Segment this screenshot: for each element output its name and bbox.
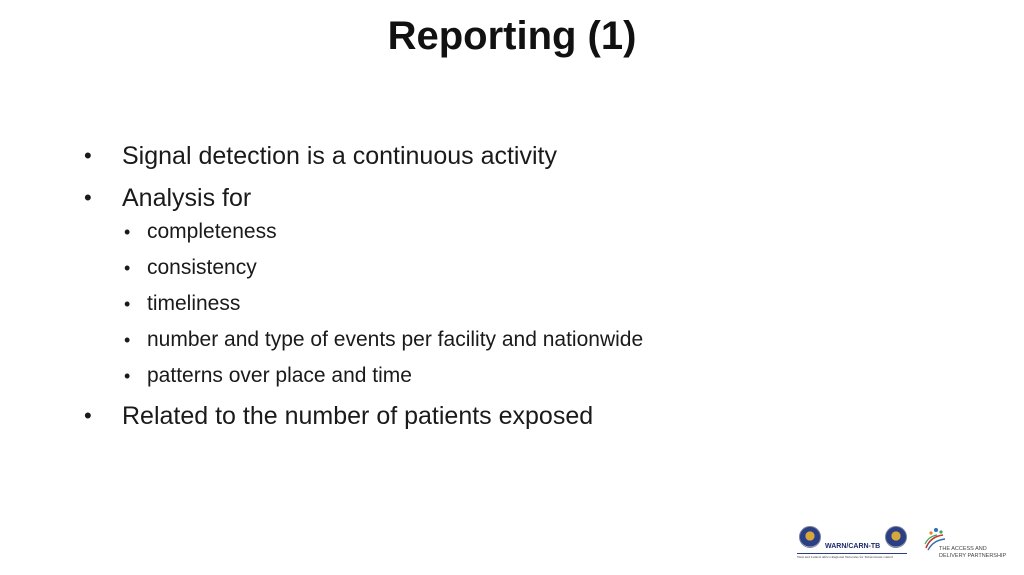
sub-bullet-text: timeliness — [147, 292, 241, 315]
bullet-item — [80, 400, 960, 432]
bullet-text: Related to the number of patients exposed — [122, 402, 594, 430]
warn-carn-logo-subtext: West and Central Africa Regional Networks for Tuberculosis control — [797, 555, 894, 559]
bullet-text: Signal detection is a continuous activity — [122, 142, 557, 170]
bullet-item — [80, 140, 960, 172]
adp-logo-line: THE ACCESS AND — [939, 546, 987, 552]
bullet-text: Analysis for — [122, 184, 252, 212]
logo-divider — [797, 553, 907, 554]
sub-bullet-list — [122, 218, 960, 390]
bullet-dot-icon: • — [124, 258, 131, 278]
sub-bullet-item — [122, 362, 960, 390]
warn-carn-logo-text: WARN/CARN-TB — [825, 543, 881, 550]
footer-logos — [795, 522, 1010, 566]
sub-bullet-text: completeness — [147, 220, 277, 243]
bullet-dot-icon: • — [84, 185, 92, 210]
seal-emblem-icon — [885, 526, 907, 548]
seal-emblem-icon — [799, 526, 821, 548]
bullet-dot-icon: • — [84, 143, 92, 168]
bullet-item — [80, 182, 960, 390]
sub-bullet-item — [122, 290, 960, 318]
sub-bullet-text: consistency — [147, 256, 257, 279]
sub-bullet-item — [122, 218, 960, 246]
bullet-dot-icon: • — [124, 366, 131, 386]
sub-bullet-item — [122, 326, 960, 354]
bullet-dot-icon: • — [124, 222, 131, 242]
slide-title: Reporting (1) — [387, 14, 637, 58]
bullet-dot-icon: • — [124, 330, 131, 350]
bullet-dot-icon: • — [84, 403, 92, 428]
adp-logo-line: DELIVERY PARTNERSHIP — [939, 553, 1007, 559]
sub-bullet-item — [122, 254, 960, 282]
bullet-dot-icon: • — [124, 294, 131, 314]
sub-bullet-text: number and type of events per facility and nationwide — [147, 328, 644, 351]
adp-logo-text — [939, 546, 1011, 560]
sub-bullet-text: patterns over place and time — [147, 364, 412, 387]
bullet-list — [80, 140, 960, 442]
